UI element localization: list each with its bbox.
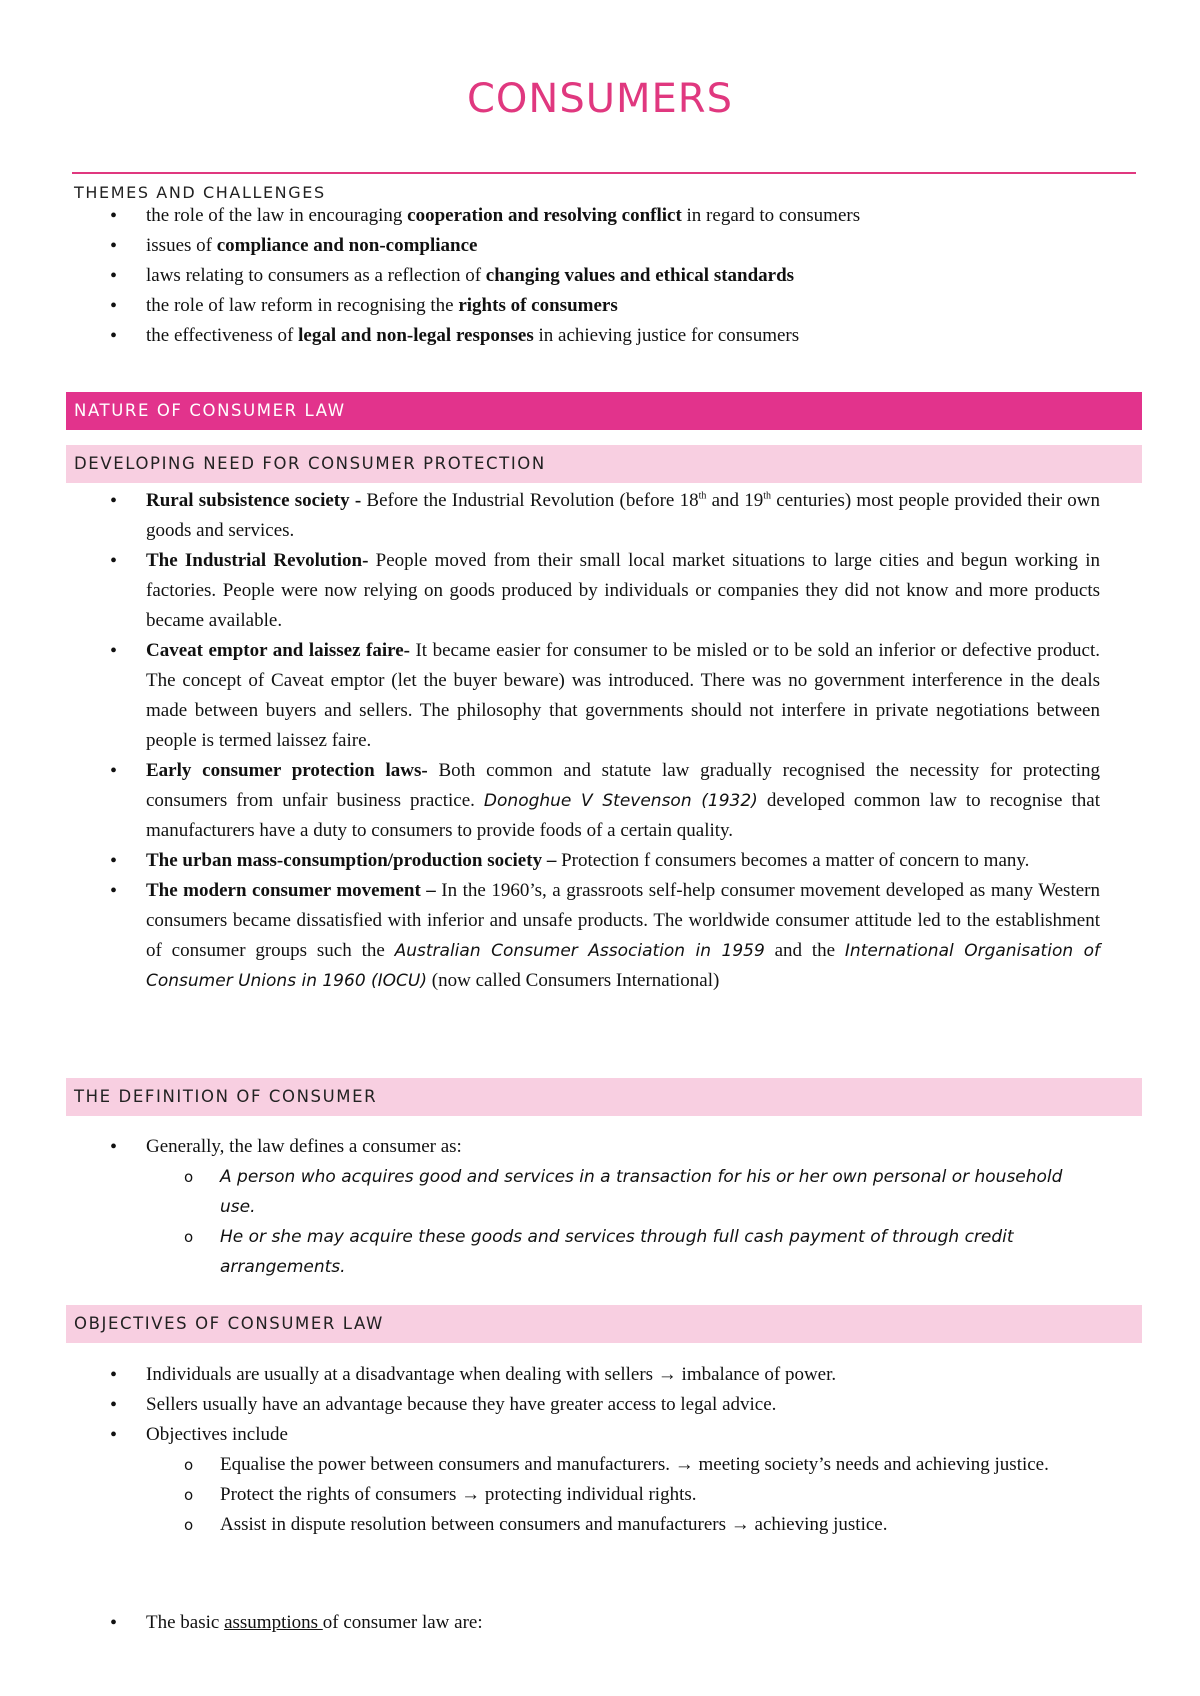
subsection-heading-objectives: OBJECTIVES OF CONSUMER LAW (66, 1305, 1142, 1343)
objectives-sublist (146, 1450, 1100, 1540)
list-item: • the effectiveness of legal and non-legal responses in achieving justice for consumers (110, 321, 1100, 351)
sublist-item: o Equalise the power between consumers and manufacturers. → meeting society’s needs and achieving justice. (146, 1450, 1100, 1480)
subsection-heading-definition: THE DEFINITION OF CONSUMER (66, 1078, 1142, 1116)
themes-heading: THEMES AND CHALLENGES (74, 183, 326, 202)
sublist-item: o He or she may acquire these goods and services through full cash payment of through credit arrangements. (146, 1222, 1100, 1282)
title-divider (72, 172, 1136, 174)
list-item: • Early consumer protection laws- Both common and statute law gradually recognised the necessity for protecting consumers from unfair business practice. Donoghue V Stevenson (1932) developed common law to recognise that manufacturers have a duty to consumers to provide foods of a certain quality. (110, 756, 1100, 846)
list-item: • Caveat emptor and laissez faire- It became easier for consumer to be misled or to be sold an inferior or defective product. The concept of Caveat emptor (let the buyer beware) was introduced. There was no government interference in the deals made between buyers and sellers. The philosophy that governments should not interfere in private negotiations between people is termed laissez faire. (110, 636, 1100, 756)
list-item: • Individuals are usually at a disadvantage when dealing with sellers → imbalance of power. (110, 1360, 1100, 1390)
sublist-item: o Assist in dispute resolution between consumers and manufacturers → achieving justice. (146, 1510, 1100, 1540)
list-item: • Rural subsistence society - Before the Industrial Revolution (before 18th and 19th centuries) most people provided their own goods and services. (110, 486, 1100, 546)
list-item: • The modern consumer movement – In the 1960’s, a grassroots self-help consumer movement developed as many Western consumers became dissatisfied with inferior and unsafe products. The worldwide consumer attitude led to the establishment of consumer groups such the Australian Consumer Association in 1959 and the International Organisation of Consumer Unions in 1960 (IOCU) (now called Consumers International) (110, 876, 1100, 996)
definition-sublist (146, 1162, 1100, 1282)
list-item: • The basic assumptions of consumer law are: (110, 1608, 1100, 1638)
sublist-item: o Protect the rights of consumers → protecting individual rights. (146, 1480, 1100, 1510)
assumptions-list (110, 1608, 1100, 1638)
list-item: • laws relating to consumers as a reflection of changing values and ethical standards (110, 261, 1100, 291)
list-item: • the role of law reform in recognising the rights of consumers (110, 291, 1100, 321)
list-item: • The urban mass-consumption/production society – Protection f consumers becomes a matter of concern to many. (110, 846, 1100, 876)
subsection-heading-developing-need: DEVELOPING NEED FOR CONSUMER PROTECTION (66, 445, 1142, 483)
definition-list (110, 1132, 1100, 1282)
themes-list (110, 201, 1100, 351)
page-title: CONSUMERS (467, 76, 733, 122)
list-item: • Objectives include o Equalise the power between consumers and manufacturers. → meeting society’s needs and achieving justice. o Protect the rights of consumers → protecting individual rights. o Assist in dispute resolution between consumers and manufacturers → achieving justice. (110, 1420, 1100, 1540)
list-item: • Generally, the law defines a consumer as: o A person who acquires good and services in a transaction for his or her own personal or household use. o He or she may acquire these goods and services through full cash payment of through credit arrangements. (110, 1132, 1100, 1282)
list-item: • issues of compliance and non-compliance (110, 231, 1100, 261)
list-item: • the role of the law in encouraging cooperation and resolving conflict in regard to consumers (110, 201, 1100, 231)
list-item: • The Industrial Revolution- People moved from their small local market situations to large cities and begun working in factories. People were now relying on goods produced by individuals or companies they did not know and more products became available. (110, 546, 1100, 636)
sublist-item: o A person who acquires good and services in a transaction for his or her own personal or household use. (146, 1162, 1100, 1222)
list-item: • Sellers usually have an advantage because they have greater access to legal advice. (110, 1390, 1100, 1420)
developing-need-list (110, 486, 1100, 996)
section-heading-nature: NATURE OF CONSUMER LAW (66, 392, 1142, 430)
objectives-list (110, 1360, 1100, 1540)
